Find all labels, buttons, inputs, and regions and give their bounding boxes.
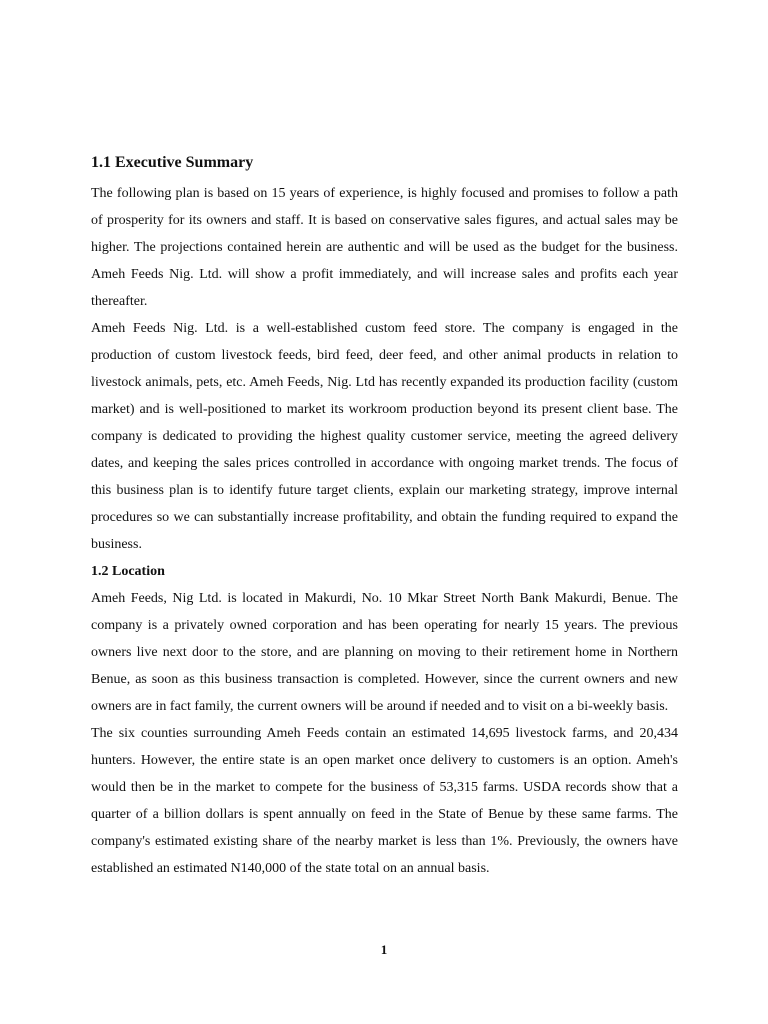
executive-summary-paragraph-2: Ameh Feeds Nig. Ltd. is a well-established custom feed store. The company is engaged in the production of custom livestock feeds, bird feed, deer feed, and other animal products in relation to livestock animals, pets, etc. Ameh Feeds, Nig. Ltd has recently expanded its production facility (custom market) and is well-positioned to market its workroom production beyond its present client base. The company is dedicated to providing the highest quality customer service, meeting the agreed delivery dates, and keeping the sales prices controlled in accordance with ongoing market trends. The focus of this business plan is to identify future target clients, explain our marketing strategy, improve internal procedures so we can substantially increase profitability, and obtain the funding required to expand the business. [91, 321, 678, 552]
executive-summary-paragraph-1: The following plan is based on 15 years of experience, is highly focused and promises to follow a path of prosperity for its owners and staff. It is based on conservative sales figures, and actual sales may be higher. The projections contained herein are authentic and will be used as the budget for the business. Ameh Feeds Nig. Ltd. will show a profit immediately, and will increase sales and profits each year thereafter. [91, 186, 678, 309]
location-heading: 1.2 Location [91, 564, 165, 579]
page-number: 1 [380, 942, 388, 957]
executive-summary-heading: 1.1 Executive Summary [91, 154, 254, 171]
document-page [91, 150, 678, 882]
location-paragraph-2: The six counties surrounding Ameh Feeds contain an estimated 14,695 livestock farms, and 20,434 hunters. However, the entire state is an open market once delivery to customers is an option. Ameh's would then be in the market to compete for the business of 53,315 farms. USDA records show that a quarter of a billion dollars is spent annually on feed in the State of Benue by these same farms. The company's estimated existing share of the nearby market is less than 1%. Previously, the owners have established an estimated N140,000 of the state total on an annual basis. [91, 726, 678, 876]
location-paragraph-1: Ameh Feeds, Nig Ltd. is located in Makurdi, No. 10 Mkar Street North Bank Makurdi, Benue. The company is a privately owned corporation and has been operating for nearly 15 years. The previous owners live next door to the store, and are planning on moving to their retirement home in Northern Benue, as soon as this business transaction is completed. However, since the current owners and new owners are in fact family, the current owners will be around if needed and to visit on a bi-weekly basis. [91, 591, 678, 714]
